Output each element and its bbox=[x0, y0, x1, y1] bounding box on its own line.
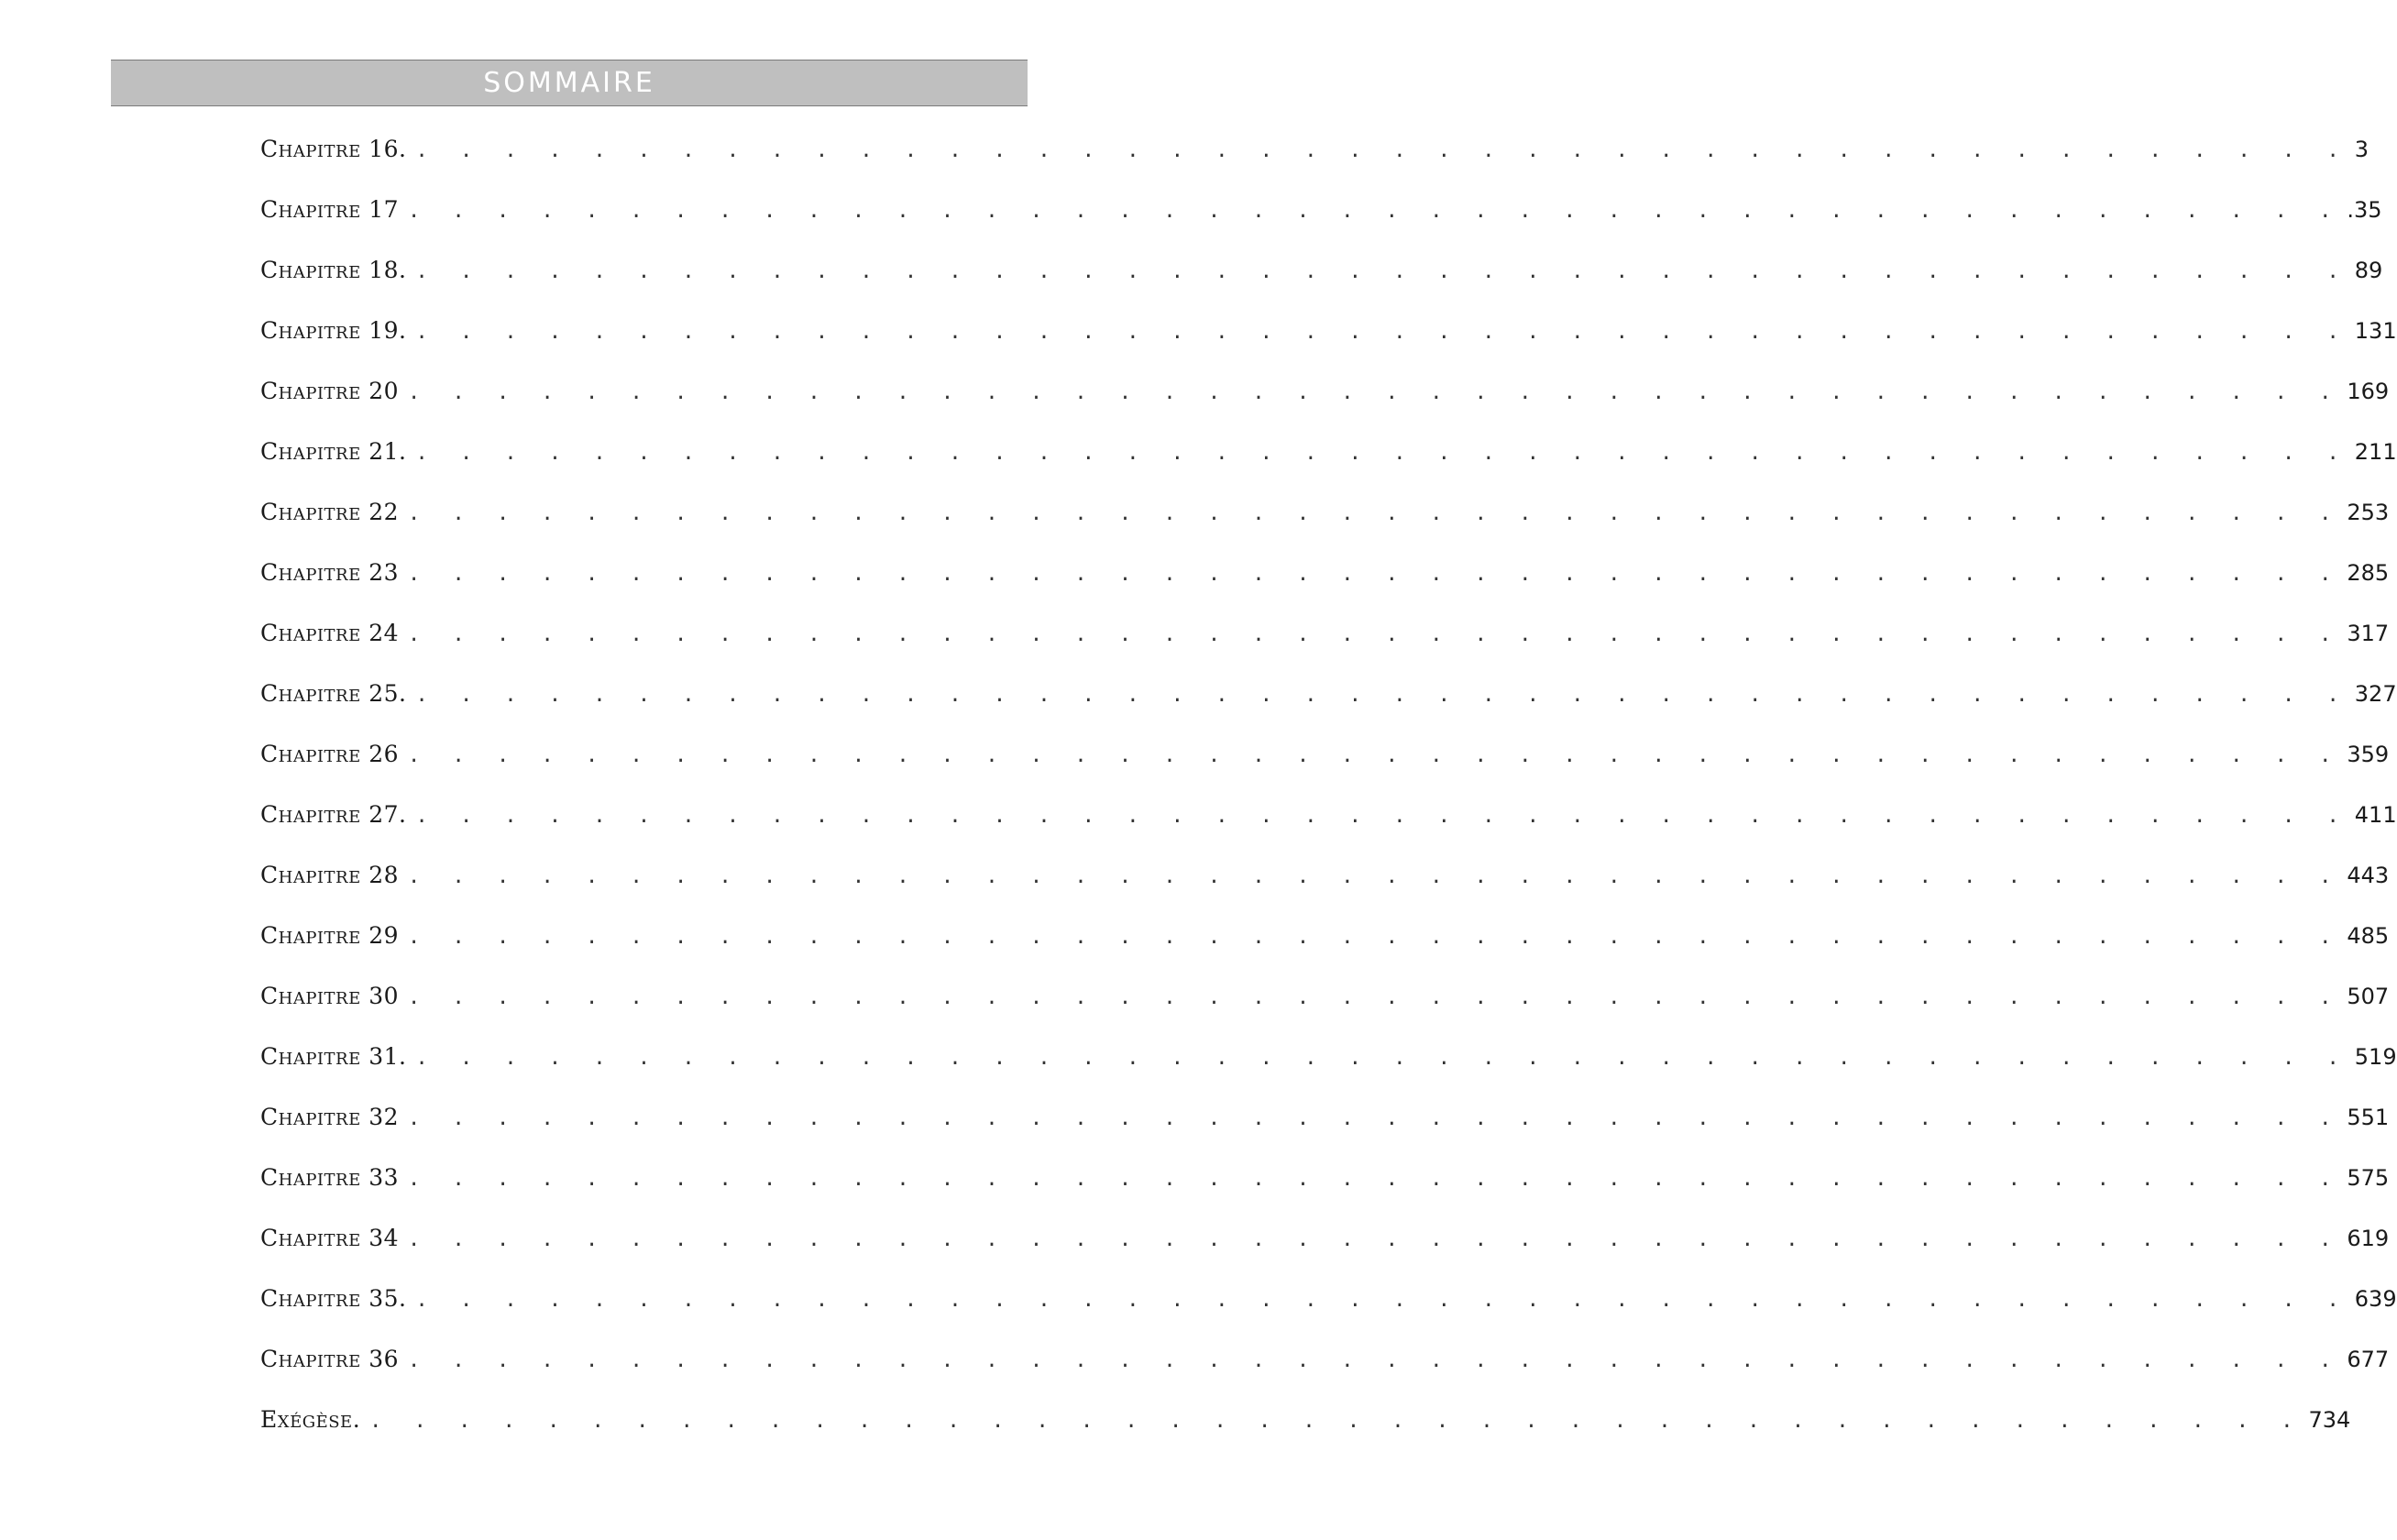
toc-entry-page: .35 bbox=[2347, 197, 2382, 223]
toc-entry-page: 211 bbox=[2354, 439, 2397, 465]
dot-leader: . . . . . . . . . . . . . . . . . . . . . . . . . . . . . . . . . . . . . . . . . . . . bbox=[408, 1107, 2342, 1130]
dot-leader: . . . . . . . . . . . . . . . . . . . . . . . . . . . . . . . . . . . . . . . . . . . . bbox=[415, 260, 2349, 283]
toc-entry[interactable] bbox=[260, 196, 2382, 257]
dot-leader: . . . . . . . . . . . . . . . . . . . . . . . . . . . . . . . . . . . . . . . . . . . . bbox=[415, 1047, 2349, 1070]
toc-entry-page: 359 bbox=[2347, 742, 2390, 767]
toc-entry-page: 639 bbox=[2354, 1286, 2397, 1312]
dot-leader: . . . . . . . . . . . . . . . . . . . . . . . . . . . . . . . . . . . . . . . . . . . . bbox=[408, 744, 2342, 767]
toc-entry-label: Chapitre 27. bbox=[260, 801, 407, 828]
toc-entry-label: Chapitre 19. bbox=[260, 317, 407, 344]
title-band bbox=[111, 60, 1028, 106]
toc-entry[interactable] bbox=[260, 801, 2397, 862]
toc-entry[interactable] bbox=[260, 1285, 2397, 1346]
toc-entry[interactable] bbox=[260, 862, 2390, 922]
toc-entry-page: 3 bbox=[2354, 137, 2370, 162]
toc-entry[interactable] bbox=[260, 922, 2390, 983]
toc-entry-label: Chapitre 25. bbox=[260, 680, 407, 707]
toc-entry[interactable] bbox=[260, 499, 2390, 559]
toc-entry[interactable] bbox=[260, 438, 2397, 499]
toc-entry-page: 443 bbox=[2347, 863, 2390, 888]
dot-leader: . . . . . . . . . . . . . . . . . . . . . . . . . . . . . . . . . . . . . . . . . . . . bbox=[408, 1168, 2342, 1191]
dot-leader: . . . . . . . . . . . . . . . . . . . . . . . . . . . . . . . . . . . . . . . . . . . . bbox=[408, 986, 2342, 1009]
table-of-contents bbox=[260, 136, 2397, 1467]
toc-entry-label: Chapitre 24 bbox=[260, 620, 400, 646]
dot-leader: . . . . . . . . . . . . . . . . . . . . . . . . . . . . . . . . . . . . . . . . . . . . bbox=[415, 139, 2349, 162]
dot-leader: . . . . . . . . . . . . . . . . . . . . . . . . . . . . . . . . . . . . . . . . . . . . bbox=[408, 926, 2342, 949]
dot-leader: . . . . . . . . . . . . . . . . . . . . . . . . . . . . . . . . . . . . . . . . . . . . bbox=[408, 200, 2342, 223]
toc-entry-label: Chapitre 28 bbox=[260, 862, 400, 888]
dot-leader: . . . . . . . . . . . . . . . . . . . . . . . . . . . . . . . . . . . . . . . . . . . . bbox=[415, 321, 2349, 344]
toc-entry-page: 485 bbox=[2347, 923, 2390, 949]
dot-leader: . . . . . . . . . . . . . . . . . . . . . . . . . . . . . . . . . . . . . . . . . . . . bbox=[408, 1228, 2342, 1251]
toc-entry-label: Chapitre 16. bbox=[260, 136, 407, 162]
dot-leader: . . . . . . . . . . . . . . . . . . . . . . . . . . . . . . . . . . . . . . . . . . . . bbox=[408, 381, 2342, 404]
toc-entry[interactable] bbox=[260, 620, 2390, 680]
toc-entry-label: Chapitre 23 bbox=[260, 559, 400, 586]
toc-entry-label: Chapitre 30 bbox=[260, 983, 400, 1009]
toc-entry[interactable] bbox=[260, 741, 2390, 801]
dot-leader: . . . . . . . . . . . . . . . . . . . . . . . . . . . . . . . . . . . . . . . . . . . . bbox=[408, 623, 2342, 646]
toc-entry-label: Chapitre 20 bbox=[260, 378, 400, 404]
toc-entry-page: 551 bbox=[2347, 1105, 2390, 1130]
page-title: SOMMAIRE bbox=[483, 67, 655, 99]
dot-leader: . . . . . . . . . . . . . . . . . . . . . . . . . . . . . . . . . . . . . . . . . . . . bbox=[415, 1289, 2349, 1312]
toc-entry-label: Chapitre 26 bbox=[260, 741, 400, 767]
toc-entry-page: 131 bbox=[2354, 318, 2397, 344]
toc-entry[interactable] bbox=[260, 559, 2390, 620]
toc-entry[interactable] bbox=[260, 1164, 2390, 1225]
toc-entry-label: Chapitre 36 bbox=[260, 1346, 400, 1372]
dot-leader: . . . . . . . . . . . . . . . . . . . . . . . . . . . . . . . . . . . . . . . . . . . . bbox=[415, 684, 2349, 707]
toc-entry[interactable] bbox=[260, 1406, 2351, 1467]
toc-entry-label: Chapitre 22 bbox=[260, 499, 400, 525]
toc-entry-page: 327 bbox=[2354, 681, 2397, 707]
toc-entry[interactable] bbox=[260, 983, 2390, 1043]
toc-entry[interactable] bbox=[260, 1225, 2390, 1285]
toc-entry-page: 575 bbox=[2347, 1165, 2390, 1191]
toc-entry-page: 317 bbox=[2347, 621, 2390, 646]
dot-leader: . . . . . . . . . . . . . . . . . . . . . . . . . . . . . . . . . . . . . . . . . . . . bbox=[408, 865, 2342, 888]
toc-entry[interactable] bbox=[260, 317, 2397, 378]
dot-leader: . . . . . . . . . . . . . . . . . . . . . . . . . . . . . . . . . . . . . . . . . . . . bbox=[408, 1349, 2342, 1372]
toc-entry-page: 519 bbox=[2354, 1044, 2397, 1070]
toc-entry[interactable] bbox=[260, 257, 2383, 317]
toc-entry[interactable] bbox=[260, 680, 2397, 741]
toc-entry[interactable] bbox=[260, 136, 2370, 196]
toc-entry-label: Chapitre 34 bbox=[260, 1225, 400, 1251]
toc-entry[interactable] bbox=[260, 378, 2390, 438]
toc-entry-label: Chapitre 29 bbox=[260, 922, 400, 949]
toc-entry-page: 253 bbox=[2347, 500, 2390, 525]
toc-entry[interactable] bbox=[260, 1346, 2390, 1406]
toc-entry-label: Chapitre 32 bbox=[260, 1104, 400, 1130]
dot-leader: . . . . . . . . . . . . . . . . . . . . . . . . . . . . . . . . . . . . . . . . . . . . bbox=[408, 502, 2342, 525]
dot-leader: . . . . . . . . . . . . . . . . . . . . . . . . . . . . . . . . . . . . . . . . . . . . bbox=[415, 442, 2349, 465]
toc-entry[interactable] bbox=[260, 1043, 2397, 1104]
dot-leader: . . . . . . . . . . . . . . . . . . . . . . . . . . . . . . . . . . . . . . . . . . . . bbox=[408, 563, 2342, 586]
dot-leader: . . . . . . . . . . . . . . . . . . . . . . . . . . . . . . . . . . . . . . . . . . . . bbox=[369, 1410, 2304, 1433]
toc-entry-label: Chapitre 33 bbox=[260, 1164, 400, 1191]
toc-entry-label: Chapitre 18. bbox=[260, 257, 407, 283]
toc-entry[interactable] bbox=[260, 1104, 2390, 1164]
toc-entry-page: 734 bbox=[2308, 1407, 2351, 1433]
toc-entry-label: Chapitre 17 bbox=[260, 196, 400, 223]
toc-entry-label: Exégèse. bbox=[260, 1406, 361, 1433]
toc-entry-label: Chapitre 31. bbox=[260, 1043, 407, 1070]
toc-entry-label: Chapitre 35. bbox=[260, 1285, 407, 1312]
toc-entry-label: Chapitre 21. bbox=[260, 438, 407, 465]
dot-leader: . . . . . . . . . . . . . . . . . . . . . . . . . . . . . . . . . . . . . . . . . . . . bbox=[415, 805, 2349, 828]
toc-entry-page: 89 bbox=[2354, 258, 2383, 283]
toc-entry-page: 507 bbox=[2347, 984, 2390, 1009]
toc-entry-page: 285 bbox=[2347, 560, 2390, 586]
toc-entry-page: 169 bbox=[2347, 379, 2390, 404]
toc-entry-page: 411 bbox=[2354, 802, 2397, 828]
toc-entry-page: 677 bbox=[2347, 1347, 2390, 1372]
toc-entry-page: 619 bbox=[2347, 1226, 2390, 1251]
